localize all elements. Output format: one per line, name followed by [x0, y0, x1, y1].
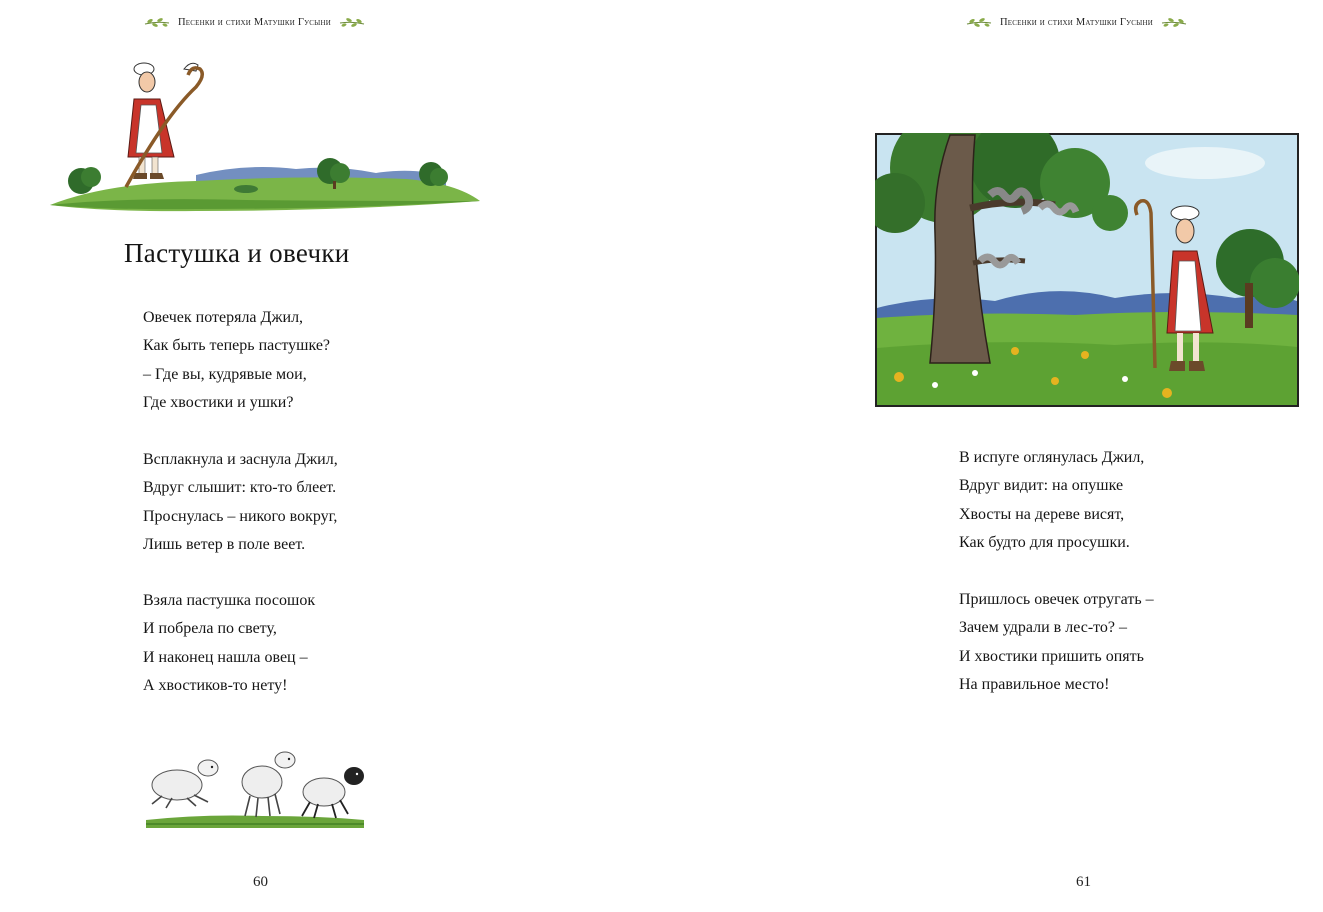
three-sheep-illustration — [142, 740, 372, 832]
stanza-5 — [959, 586, 1154, 700]
verse-line: Пришлось овечек отругать – — [959, 591, 1154, 608]
stanza-4 — [959, 444, 1144, 558]
verse-line: Как будто для просушки. — [959, 534, 1130, 552]
verse-line: Вдруг видит: на опушке — [959, 477, 1124, 495]
sprig-ornament-icon — [1161, 16, 1187, 28]
page-number: 61 — [1076, 874, 1091, 890]
verse-line: Овечек потеряла Джил, — [143, 309, 304, 326]
verse-line: Где хвостики и ушки? — [143, 394, 294, 412]
running-head-text: Песенки и стихи Матушки Гусыни — [1000, 16, 1153, 28]
verse-line: – Где вы, кудрявые мои, — [143, 365, 307, 383]
verse-line: И хвостики пришить опять — [959, 647, 1144, 665]
stanza-1 — [143, 304, 330, 418]
verse-line: Всплакнула и заснула Джил, — [143, 451, 338, 468]
running-head-text: Песенки и стихи Матушки Гусыни — [178, 16, 331, 28]
page-number: 60 — [253, 874, 268, 890]
sprig-ornament-icon — [144, 16, 170, 28]
verse-line: Зачем удрали в лес-то? – — [959, 619, 1128, 637]
verse-line: В испуге оглянулась Джил, — [959, 449, 1145, 466]
sprig-ornament-icon — [339, 16, 365, 28]
verse-line: Хвосты на дереве висят, — [959, 505, 1125, 523]
verse-line: Вдруг слышит: кто-то блеет. — [143, 479, 337, 497]
verse-line: Проснулась – никого вокруг, — [143, 507, 338, 525]
verse-line: И побрела по свету, — [143, 620, 277, 638]
left-page — [0, 0, 661, 912]
verse-line: И наконец нашла овец – — [143, 648, 308, 666]
verse-line: А хвостиков-то нету! — [143, 677, 288, 695]
stanza-3 — [143, 587, 315, 701]
shepherdess-meadow-illustration — [46, 55, 482, 215]
stanza-2 — [143, 446, 338, 560]
sprig-ornament-icon — [966, 16, 992, 28]
verse-line: Взяла пастушка посошок — [143, 592, 316, 609]
running-head — [144, 13, 365, 31]
verse-line: Лишь ветер в поле веет. — [143, 536, 306, 554]
poem-title: Пастушка и овечки — [124, 238, 350, 268]
running-head — [966, 13, 1187, 31]
verse-line: Как быть теперь пастушке? — [143, 337, 331, 355]
verse-line: На правильное место! — [959, 676, 1110, 694]
right-page — [661, 0, 1323, 912]
tree-with-tails-illustration — [875, 133, 1299, 407]
